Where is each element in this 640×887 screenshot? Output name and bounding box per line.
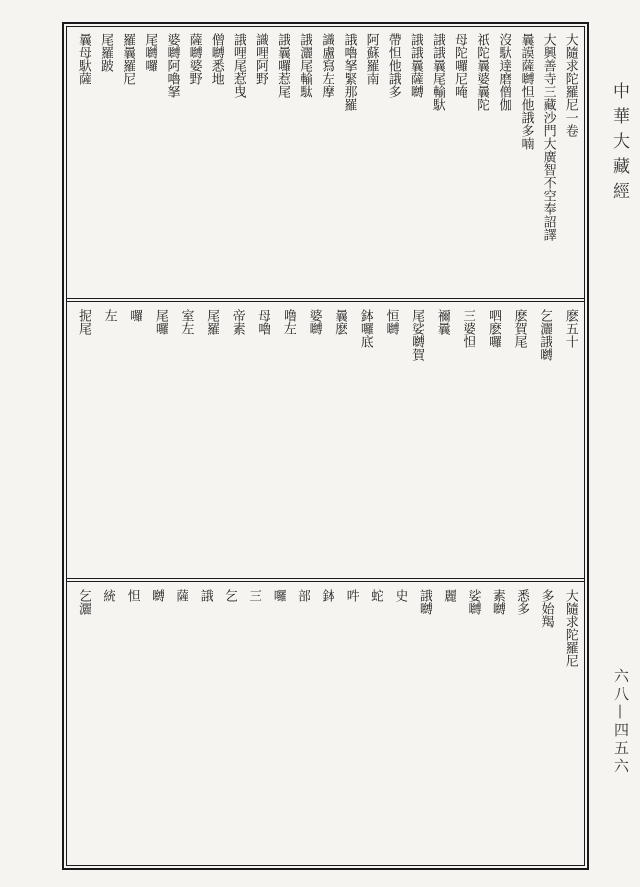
text-column: 蛇 bbox=[368, 589, 384, 602]
text-column: 禰曩 bbox=[434, 309, 450, 335]
text-column: 乞灑誐嚩 bbox=[537, 309, 553, 361]
text-column: 誐哩尾惹曳 bbox=[230, 33, 246, 98]
text-column: 僧嚩悉地 bbox=[208, 33, 224, 85]
text-column: 識盧寫左摩 bbox=[319, 33, 335, 98]
text-panel-3 bbox=[67, 583, 584, 869]
text-column: 恒嚩 bbox=[383, 309, 399, 335]
text-column: 乞 bbox=[222, 589, 238, 602]
text-column: 囉 bbox=[127, 309, 143, 322]
text-column: 鉢 bbox=[319, 589, 335, 602]
text-column: 曩母馱薩 bbox=[76, 33, 91, 85]
text-column: 囉 bbox=[270, 589, 286, 602]
text-column: 左 bbox=[101, 309, 117, 322]
text-column: 鉢囉底 bbox=[357, 309, 373, 348]
text-column: 誐嚩 bbox=[416, 589, 432, 615]
text-column: 沒馱達磨僧伽 bbox=[496, 33, 512, 111]
text-column: 婆嚩阿嚕拏 bbox=[164, 33, 180, 98]
text-column: 多始羯 bbox=[538, 589, 554, 628]
text-column: 娑嚩 bbox=[465, 589, 481, 615]
text-column: 帶怛他誐多 bbox=[385, 33, 401, 98]
text-column: 大隨求陀羅尼 bbox=[562, 589, 578, 667]
text-column: 三婆怛 bbox=[460, 309, 476, 348]
text-column: 史 bbox=[392, 589, 408, 602]
text-column: 素嚩 bbox=[489, 589, 505, 615]
text-panel-2 bbox=[67, 303, 584, 578]
text-column: 尾羅跛 bbox=[98, 33, 114, 72]
text-column: 室左 bbox=[178, 309, 194, 335]
text-column: 吽 bbox=[343, 589, 359, 602]
text-frame-inner bbox=[66, 26, 585, 866]
text-column: 乞灑 bbox=[76, 589, 91, 615]
panel-3-columns bbox=[73, 589, 578, 863]
panel-2-columns bbox=[73, 309, 578, 572]
text-frame bbox=[62, 22, 589, 870]
text-column: 誐曩囉惹尾 bbox=[275, 33, 291, 98]
text-column: 大隨求陀羅尼一卷 bbox=[562, 33, 578, 137]
text-column: 羅曩羅尼 bbox=[120, 33, 136, 85]
text-column: 母陀囉尼唵 bbox=[452, 33, 468, 98]
text-column: 統 bbox=[100, 589, 116, 602]
text-column: 誐嚕拏緊那羅 bbox=[341, 33, 357, 111]
text-column: 薩 bbox=[173, 589, 189, 602]
text-column: 三 bbox=[246, 589, 262, 602]
text-column: 誐誐曩薩嚩 bbox=[407, 33, 423, 98]
collection-title: 中華大藏經 bbox=[609, 82, 629, 207]
text-column: 誐 bbox=[197, 589, 213, 602]
panel-divider bbox=[67, 301, 584, 302]
text-column: 誐誐曩尾輸馱 bbox=[430, 33, 445, 111]
text-column: 識哩阿野 bbox=[253, 33, 268, 85]
text-column: 曩謨薩嚩怛他誐多喃 bbox=[518, 33, 534, 150]
text-column: 祇陀曩婆曩陀 bbox=[474, 33, 490, 111]
text-column: 婆嚩 bbox=[306, 309, 322, 335]
panel-divider bbox=[67, 578, 584, 579]
text-column: 母嚕 bbox=[255, 309, 271, 335]
text-column: 尾羅 bbox=[204, 309, 220, 335]
text-column: 麗 bbox=[441, 589, 457, 602]
text-column: 呬麽囉 bbox=[486, 309, 501, 348]
text-column: 噜左 bbox=[281, 309, 296, 335]
text-column: 麽賀尾 bbox=[511, 309, 527, 348]
text-column: 誐灑尾輸駄 bbox=[297, 33, 313, 98]
text-column: 部 bbox=[295, 589, 311, 602]
page-number: 六八—四五六 bbox=[612, 668, 630, 776]
text-panel-1 bbox=[67, 27, 584, 298]
text-column: 怛 bbox=[124, 589, 140, 602]
panel-divider bbox=[67, 298, 584, 299]
text-column: 大興善寺三藏沙門大廣智不空奉詔譯 bbox=[540, 33, 556, 241]
text-column: 麽五十 bbox=[562, 309, 578, 348]
text-column: 嚩 bbox=[149, 589, 165, 602]
text-column: 帝素 bbox=[229, 309, 245, 335]
panel-1-columns bbox=[73, 33, 578, 292]
text-column: 尾嚩囉 bbox=[142, 33, 158, 72]
text-column: 阿蘇羅南 bbox=[363, 33, 379, 85]
text-column: 曩麽 bbox=[332, 309, 348, 335]
panel-divider bbox=[67, 581, 584, 582]
text-column: 悉多 bbox=[514, 589, 530, 615]
text-column: 薩嚩婆野 bbox=[186, 33, 202, 85]
text-column: 尾囉 bbox=[152, 309, 168, 335]
text-column: 抳尾 bbox=[76, 309, 91, 335]
text-column: 尾娑嚩賀 bbox=[409, 309, 425, 361]
